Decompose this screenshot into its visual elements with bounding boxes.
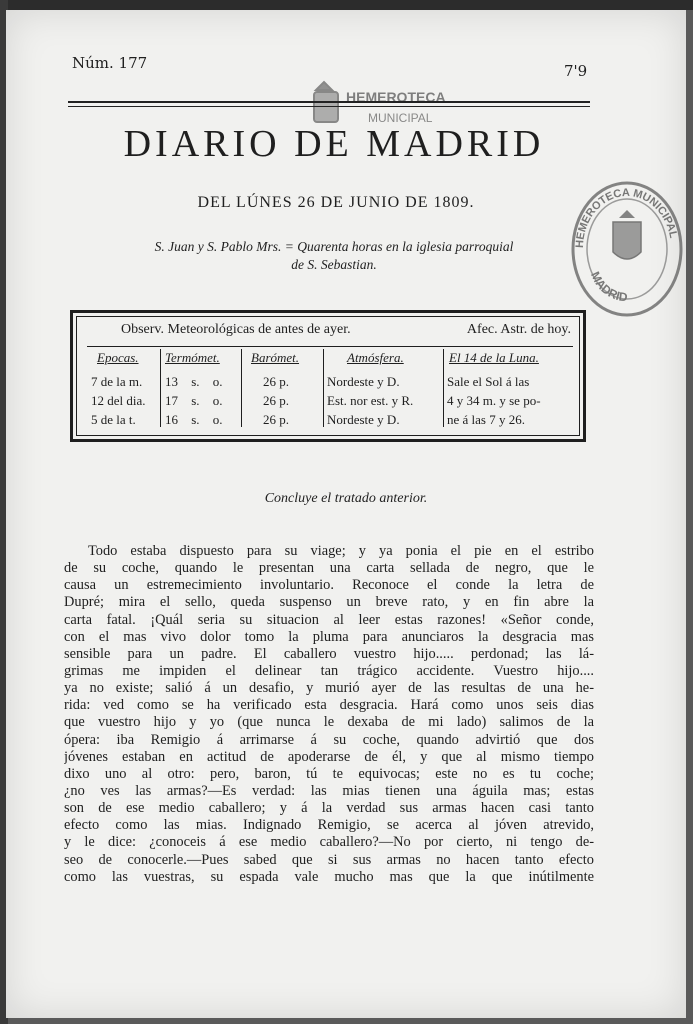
row2-epoca: 12 del dia. <box>91 393 146 408</box>
article-line: Dupré; mira el sello, queda suspenso un breve rato, y en fin abre la <box>64 594 594 611</box>
row3-astro: ne á las 7 y 26. <box>447 412 525 427</box>
col-divider <box>323 349 324 427</box>
article-line: como las vuestras, su espada vale mucho mas que la que inútilmente <box>64 868 594 885</box>
article-line: Todo estaba dispuesto para su viage; y ya ponia el pie en el estribo <box>88 543 594 559</box>
stamp-text-municipal: MUNICIPAL <box>368 111 433 125</box>
row2-atmos: Est. nor est. y R. <box>327 393 414 408</box>
stamp-text-madrid: MADRID <box>587 269 629 305</box>
weather-header-rule <box>87 346 573 347</box>
saints-of-day <box>92 238 576 274</box>
stamp-text-hemeroteca: HEMEROTECA <box>346 89 446 105</box>
row3-epoca: 5 de la t. <box>91 412 136 427</box>
article-line: efecto como las mias. Indignado Remigio, se acerca al jóven atrevido, <box>64 817 594 834</box>
saints-line-2: de S. Sebastian. <box>291 257 377 272</box>
article-line: con el mas vivo dolor tomo la pluma para anunciaros la desgracia mas <box>64 628 594 645</box>
col-divider <box>443 349 444 427</box>
header-rule-thick <box>68 101 590 103</box>
row2-term: 17 s. o. <box>165 393 223 408</box>
row2-barom: 26 p. <box>263 393 289 408</box>
coat-of-arms-icon <box>613 210 641 259</box>
issue-number: Núm. 177 <box>72 54 148 72</box>
issue-date: DEL LÚNES 26 DE JUNIO DE 1809. <box>197 194 475 211</box>
article-line: causa un estremecimiento involuntario. Reconoce el conde la letra de <box>64 577 594 594</box>
scan-top-edge <box>0 0 693 10</box>
article-body <box>64 543 594 886</box>
weather-table <box>70 310 586 442</box>
weather-heading: Observ. Meteorológicas de antes de ayer. <box>121 322 351 337</box>
col-barometro: Barómet. <box>251 350 300 365</box>
row2-astro: 4 y 34 m. y se po- <box>447 393 541 408</box>
article-line: son de ese medio caballero; y á la verdad sus armas hacen casi tanto <box>64 800 594 817</box>
article-line: rida: ved como se ha verificado esta desgracia. Hará como unos seis dias <box>64 697 594 714</box>
stamp-text-hemeroteca-municipal: HEMEROTECA MUNICIPAL <box>573 186 680 249</box>
row3-atmos: Nordeste y D. <box>327 412 400 427</box>
article-line: de su coche, quando le presentan una carta sellada de negro, que le <box>64 560 594 577</box>
row3-barom: 26 p. <box>263 412 289 427</box>
astro-heading: Afec. Astr. de hoy. <box>466 322 571 337</box>
col-atmosfera: Atmósfera. <box>347 350 404 365</box>
article-line: y le dice: ¿conoceis á ese medio caballero?—No por cierto, ni tengo de- <box>64 834 594 851</box>
page-number: 7'9 <box>564 62 588 80</box>
col-termometro: Termómet. <box>165 350 220 365</box>
newspaper-title: DIARIO DE MADRID <box>123 123 545 165</box>
article-line: ¿no ves las armas?—Es verdad: las mias tienen una águila mas; estas <box>64 782 594 799</box>
article-subheading: Concluye el tratado anterior. <box>264 491 428 506</box>
article-line: ópera: iba Remigio á arrimarse á su coche, quando advirtió que dos <box>64 731 594 748</box>
row1-term: 13 s. o. <box>165 374 223 389</box>
col-luna: El 14 de la Luna. <box>449 350 539 365</box>
row3-term: 16 s. o. <box>165 412 223 427</box>
col-divider <box>241 349 242 427</box>
newspaper-page <box>6 10 686 1018</box>
row1-atmos: Nordeste y D. <box>327 374 400 389</box>
col-divider <box>160 349 161 427</box>
article-line: ya no existe; salió á un desafio, y murió ayer de las resultas de una he- <box>64 680 594 697</box>
article-line: que vuestro hijo y yo (que nunca le dexaba de mi lado) salimos de la <box>64 714 594 731</box>
article-line: grimas me impiden el delinear tan trágico accidente. Vuestro hijo.... <box>64 662 594 679</box>
saints-line-1: S. Juan y S. Pablo Mrs. = Quarenta horas en la iglesia parroquial <box>154 239 514 254</box>
article-line: sensible para un padre. El caballero vuestro hijo..... perdonad; las lá- <box>64 645 594 662</box>
row1-epoca: 7 de la m. <box>91 374 143 389</box>
article-line: seo de conocerle.—Pues sabed que si sus armas no hacen tanto efecto <box>64 851 594 868</box>
row1-astro: Sale el Sol á las <box>447 374 530 389</box>
article-line: dixo uno al otro: pero, baron, tú te equivocas; este no es tu coche; <box>64 765 594 782</box>
header-rule-thin <box>68 106 590 107</box>
row1-barom: 26 p. <box>263 374 289 389</box>
article-line: carta fatal. ¡Quál seria su situacion al leer estas razones! «Señor conde, <box>64 611 594 628</box>
col-epocas: Epocas. <box>97 350 139 365</box>
hemeroteca-madrid-stamp <box>569 178 684 320</box>
article-line: jóvenes estaban en actitud de apoderarse de él, y que al mismo tiempo <box>64 748 594 765</box>
